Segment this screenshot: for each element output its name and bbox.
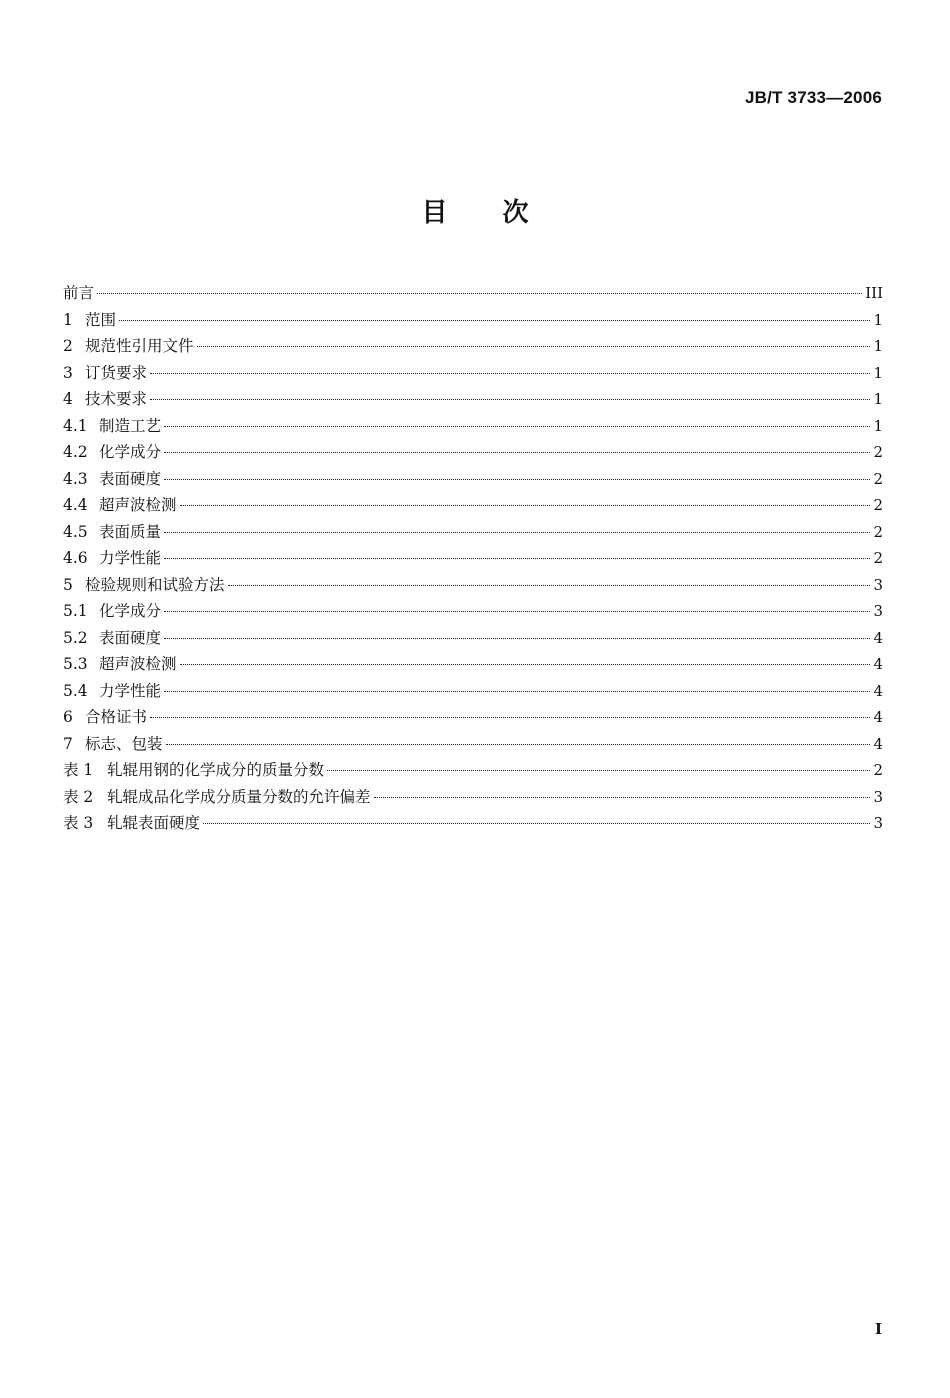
toc-entry-number: 4.2	[63, 443, 88, 461]
toc-title: 目 次	[421, 198, 529, 228]
toc-entry-number: 4.6	[63, 549, 88, 567]
toc-entry-number: 4	[63, 390, 73, 408]
toc-dot-leader	[164, 611, 870, 612]
toc-entry[interactable]	[63, 810, 883, 837]
toc-entry-number: 表 3	[63, 814, 94, 832]
toc-entry[interactable]	[63, 704, 883, 731]
toc-dot-leader	[180, 664, 871, 665]
toc-dot-leader	[164, 452, 870, 453]
toc-entry-page: 3	[873, 814, 883, 832]
toc-entry-label: 前言	[63, 284, 95, 302]
toc-dot-leader	[150, 399, 870, 400]
toc-entry-number: 4.3	[63, 469, 88, 488]
toc-entry-page: 2	[873, 443, 883, 461]
toc-entry-page: 2	[873, 761, 883, 779]
toc-dot-leader	[197, 346, 871, 347]
toc-dot-leader	[164, 638, 870, 639]
toc-entry-page: 3	[873, 575, 883, 594]
toc-entry-number: 5.2	[63, 628, 88, 647]
toc-entry-label: 标志、包装	[85, 734, 163, 753]
toc-entry-label: 表面硬度	[99, 469, 162, 488]
toc-entry-label: 化学成分	[99, 443, 162, 461]
toc-entry-label: 力学性能	[99, 681, 162, 700]
toc-entry-page: 4	[873, 708, 883, 726]
toc-entry-page: 4	[873, 628, 883, 647]
toc-entry[interactable]	[63, 280, 883, 307]
toc-entry[interactable]	[63, 307, 883, 334]
toc-entry-number: 5	[63, 575, 73, 594]
document-code: JB/T 3733—2006	[745, 88, 882, 107]
toc-dot-leader	[203, 823, 870, 824]
toc-entry-number: 1	[63, 310, 73, 329]
toc-entry-label: 超声波检测	[99, 655, 177, 673]
toc-entry-page: 1	[873, 390, 883, 408]
toc-entry-number: 4.5	[63, 522, 88, 541]
toc-entry[interactable]	[63, 333, 883, 360]
toc-entry-page: 3	[873, 787, 883, 806]
toc-entry-label: 制造工艺	[99, 416, 162, 435]
toc-entry-label: 表面质量	[99, 522, 162, 541]
toc-entry-label: 检验规则和试验方法	[85, 575, 225, 594]
toc-dot-leader	[164, 558, 870, 559]
toc-entry-number: 6	[63, 708, 73, 726]
toc-entry-label: 表面硬度	[99, 628, 162, 647]
toc-dot-leader	[180, 505, 871, 506]
toc-entry-number: 5.3	[63, 655, 88, 673]
toc-entry[interactable]	[63, 492, 883, 519]
toc-dot-leader	[164, 479, 870, 480]
toc-entry-page: 2	[873, 522, 883, 541]
toc-entry-number: 4.4	[63, 496, 88, 514]
toc-dot-leader	[374, 797, 871, 798]
toc-entry-number: 3	[63, 363, 73, 382]
toc-entry-page: 1	[873, 416, 883, 435]
toc-entry[interactable]	[63, 439, 883, 466]
toc-entry-label: 轧辊表面硬度	[107, 814, 201, 832]
toc-entry-number: 2	[63, 337, 73, 355]
toc-entry[interactable]	[63, 598, 883, 625]
toc-entry[interactable]	[63, 413, 883, 440]
toc-entry-page: 1	[873, 363, 883, 382]
toc-entry[interactable]	[63, 784, 883, 811]
toc-dot-leader	[164, 426, 870, 427]
toc-entry-label: 范围	[85, 310, 117, 329]
toc-entry-page: 4	[873, 655, 883, 673]
toc-entry[interactable]	[63, 625, 883, 652]
toc-entry[interactable]	[63, 360, 883, 387]
toc-entry-label: 化学成分	[99, 602, 162, 620]
toc-entry[interactable]	[63, 678, 883, 705]
toc-entry-label: 轧辊用钢的化学成分的质量分数	[107, 761, 325, 779]
toc-dot-leader	[327, 770, 870, 771]
toc-entry-label: 订货要求	[85, 363, 148, 382]
toc-dot-leader	[164, 532, 870, 533]
toc-dot-leader	[119, 320, 870, 321]
toc-dot-leader	[228, 585, 871, 586]
toc-entry[interactable]	[63, 572, 883, 599]
toc-entry[interactable]	[63, 545, 883, 572]
toc-dot-leader	[97, 293, 862, 294]
toc-entry-number: 5.4	[63, 681, 88, 700]
toc-entry-label: 力学性能	[99, 549, 162, 567]
toc-entry[interactable]	[63, 757, 883, 784]
toc-entry-number: 7	[63, 734, 73, 753]
toc-entry-page: 4	[873, 681, 883, 700]
toc-dot-leader	[150, 373, 870, 374]
toc-entry-number: 5.1	[63, 602, 88, 620]
toc-entry-page: 3	[873, 602, 883, 620]
toc-entry-page: 2	[873, 549, 883, 567]
toc-entry-label: 超声波检测	[99, 496, 177, 514]
toc-entry[interactable]	[63, 731, 883, 758]
toc-entry-number: 表 2	[63, 787, 94, 806]
toc-dot-leader	[150, 717, 870, 718]
toc-dot-leader	[164, 691, 870, 692]
page-number: I	[874, 1320, 882, 1338]
toc-entry-page: 2	[873, 496, 883, 514]
toc-entry-number: 表 1	[63, 761, 94, 779]
toc-entry[interactable]	[63, 386, 883, 413]
toc-entry[interactable]	[63, 651, 883, 678]
toc-entry[interactable]	[63, 519, 883, 546]
toc-entry[interactable]	[63, 466, 883, 493]
toc-entry-label: 合格证书	[85, 708, 148, 726]
toc-entry-page: 4	[873, 734, 883, 753]
table-of-contents	[63, 280, 883, 837]
toc-entry-label: 规范性引用文件	[85, 337, 194, 355]
toc-entry-label: 轧辊成品化学成分质量分数的允许偏差	[107, 787, 371, 806]
toc-entry-page: 1	[873, 310, 883, 329]
toc-entry-label: 技术要求	[85, 390, 148, 408]
toc-entry-page: 1	[873, 337, 883, 355]
toc-entry-page: 2	[873, 469, 883, 488]
toc-entry-number: 4.1	[63, 416, 88, 435]
toc-entry-page: III	[865, 284, 883, 302]
toc-dot-leader	[166, 744, 871, 745]
